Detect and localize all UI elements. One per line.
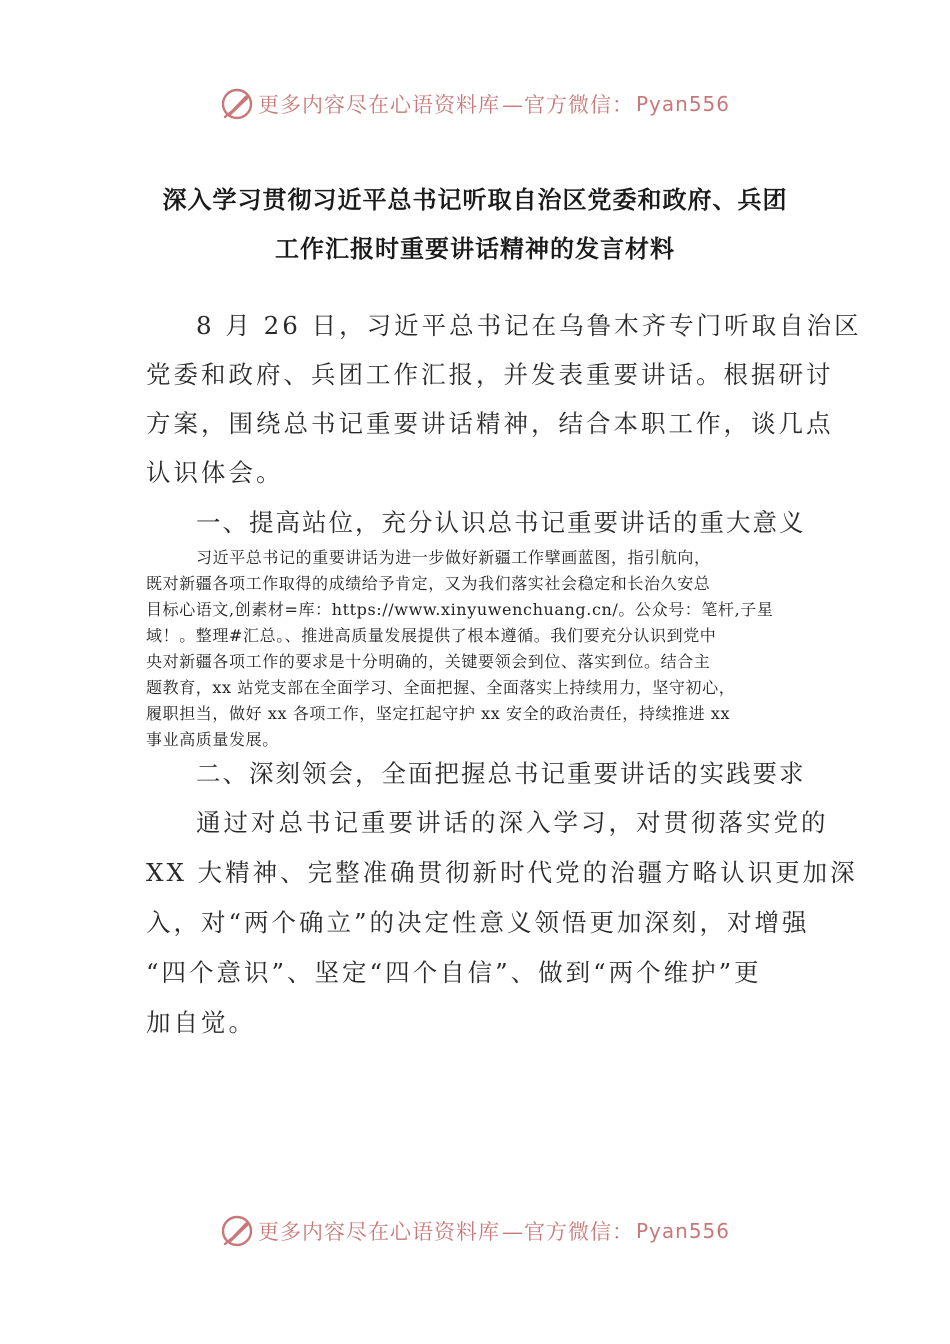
quill-logo-icon <box>220 87 254 121</box>
paragraph-2-line: 履职担当，做好 xx 各项工作，坚定扛起守护 xx 安全的政治责任，持续推进 xx <box>146 704 731 723</box>
paragraph-3-line: 通过对总书记重要讲话的深入学习，对贯彻落实党的 <box>196 808 829 837</box>
watermark-text: 更多内容尽在心语资料库 <box>257 1220 500 1244</box>
paragraph-1-line: 党委和政府、兵团工作汇报，并发表重要讲话。根据研讨 <box>146 360 834 389</box>
watermark-wechat-id: Pyan556 <box>635 92 730 116</box>
paragraph-3-line: XX 大精神、完整准确贯彻新时代党的治疆方略认识更加深 <box>146 858 858 887</box>
watermark-banner-bottom <box>0 1211 950 1251</box>
watermark-wechat-id: Pyan556 <box>635 1219 730 1243</box>
paragraph-3-line: “四个意识”、坚定“四个自信”、做到“两个维护”更 <box>146 958 762 987</box>
section-heading-2: 二、深刻领会，全面把握总书记重要讲话的实践要求 <box>196 759 806 788</box>
section-heading-1: 一、提高站位，充分认识总书记重要讲话的重大意义 <box>196 508 806 537</box>
watermark-text: 更多内容尽在心语资料库 <box>257 93 500 117</box>
quill-logo-icon <box>220 1214 254 1248</box>
watermark-separator: —官方微信： <box>501 93 634 117</box>
paragraph-1-line: 8 月 26 日，习近平总书记在乌鲁木齐专门听取自治区 <box>196 311 862 340</box>
paragraph-1-line: 认识体会。 <box>146 458 284 487</box>
paragraph-2-line: 目标心语文,创素材=库：https://www.xinyuwenchuang.cn/。公众号：笔杆,子星 <box>146 600 774 619</box>
paragraph-2-line: 事业高质量发展。 <box>146 730 279 749</box>
paragraph-2-line: 央对新疆各项工作的要求是十分明确的，关键要领会到位、落实到位。结合主 <box>146 652 711 671</box>
paragraph-3-line: 入，对“两个确立”的决定性意义领悟更加深刻，对增强 <box>146 908 810 937</box>
paragraph-2-line: 习近平总书记的重要讲话为进一步做好新疆工作擘画蓝图，指引航向， <box>196 548 711 567</box>
document-title-line-1: 深入学习贯彻习近平总书记听取自治区党委和政府、兵团 <box>162 186 788 214</box>
paragraph-2-line: 既对新疆各项工作取得的成绩给予肯定，又为我们落实社会稳定和长治久安总 <box>146 574 711 593</box>
watermark-separator: —官方微信： <box>501 1220 634 1244</box>
paragraph-2-line: 域！。整理#汇总。、推进高质量发展提供了根本遵循。我们要充分认识到党中 <box>146 626 717 645</box>
paragraph-2-line: 题教育，xx 站党支部在全面学习、全面把握、全面落实上持续用力，坚守初心， <box>146 678 736 697</box>
paragraph-1-line: 方案，围绕总书记重要讲话精神，结合本职工作，谈几点 <box>146 409 834 438</box>
watermark-banner-top <box>0 84 950 124</box>
paragraph-3-line: 加自觉。 <box>146 1008 256 1037</box>
document-title-line-2: 工作汇报时重要讲话精神的发言材料 <box>275 235 675 263</box>
